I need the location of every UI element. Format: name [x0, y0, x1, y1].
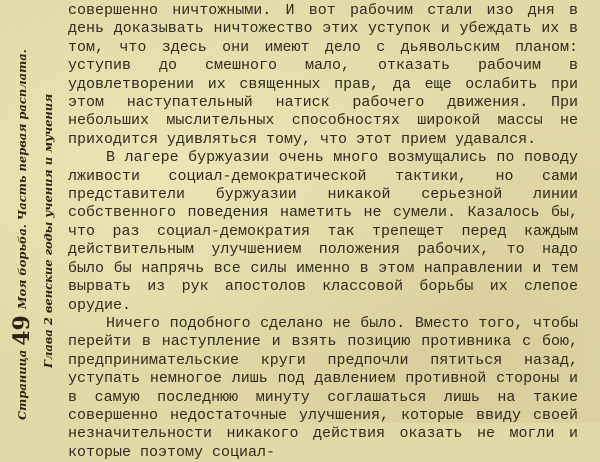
- sidebar-header-line: [8, 10, 36, 420]
- page-label: Страница: [15, 349, 29, 420]
- paragraph-nothing-done: Ничего подобного сделано не было. Вместо того, чтобы перейти в наступление и взять позицию противника с бою, предпринимательские круги предпочли пятиться назад, уступать немногое лишь под давлением противной стороны и в самую последнюю минуту соглашаться лишь на такие совершенно недостаточные улучшения, которые ввиду своей незначительности никакого действия оказать не могли и которые поэтому социал-: [68, 314, 578, 461]
- sidebar-chapter-line: [34, 10, 62, 420]
- part-title: Моя борьба. Часть первая расплата.: [15, 49, 29, 310]
- page-sidebar: [4, 10, 62, 420]
- page-number: 49: [9, 315, 35, 346]
- paragraph-continuation: совершенно ничтожными. И вот рабочим стали изо дня в день доказывать ничтожество этих уступок и убеждать их в том, что здесь они имеют дело с дьявольским планом: уступив до смешного мало, отказать рабочим в удовлетворении их священных прав, да еще ослабить при этом наступательный натиск рабочего движения. При небольших мыслительных способностях широкой массы не приходится удивляться тому, что этот прием удавался.: [68, 2, 578, 148]
- paragraph-bourgeoisie: В лагере буржуазии очень много возмущались по поводу лживости социал-демократической тактики, но сами представители буржуазии никакой серьезной линии собственного поведения наметить не сумели. Казалось бы, что раз социал-демократия так трепещет перед каждым действительным улучшением положения рабочих, то надо было бы напрячь все силы именно в этом направлении и тем вырвать из рук апостолов классовой борьбы их слепое орудие.: [68, 149, 578, 314]
- chapter-title: Глава 2 венские годы учения и мучения: [41, 93, 55, 368]
- body-text: [68, 2, 578, 462]
